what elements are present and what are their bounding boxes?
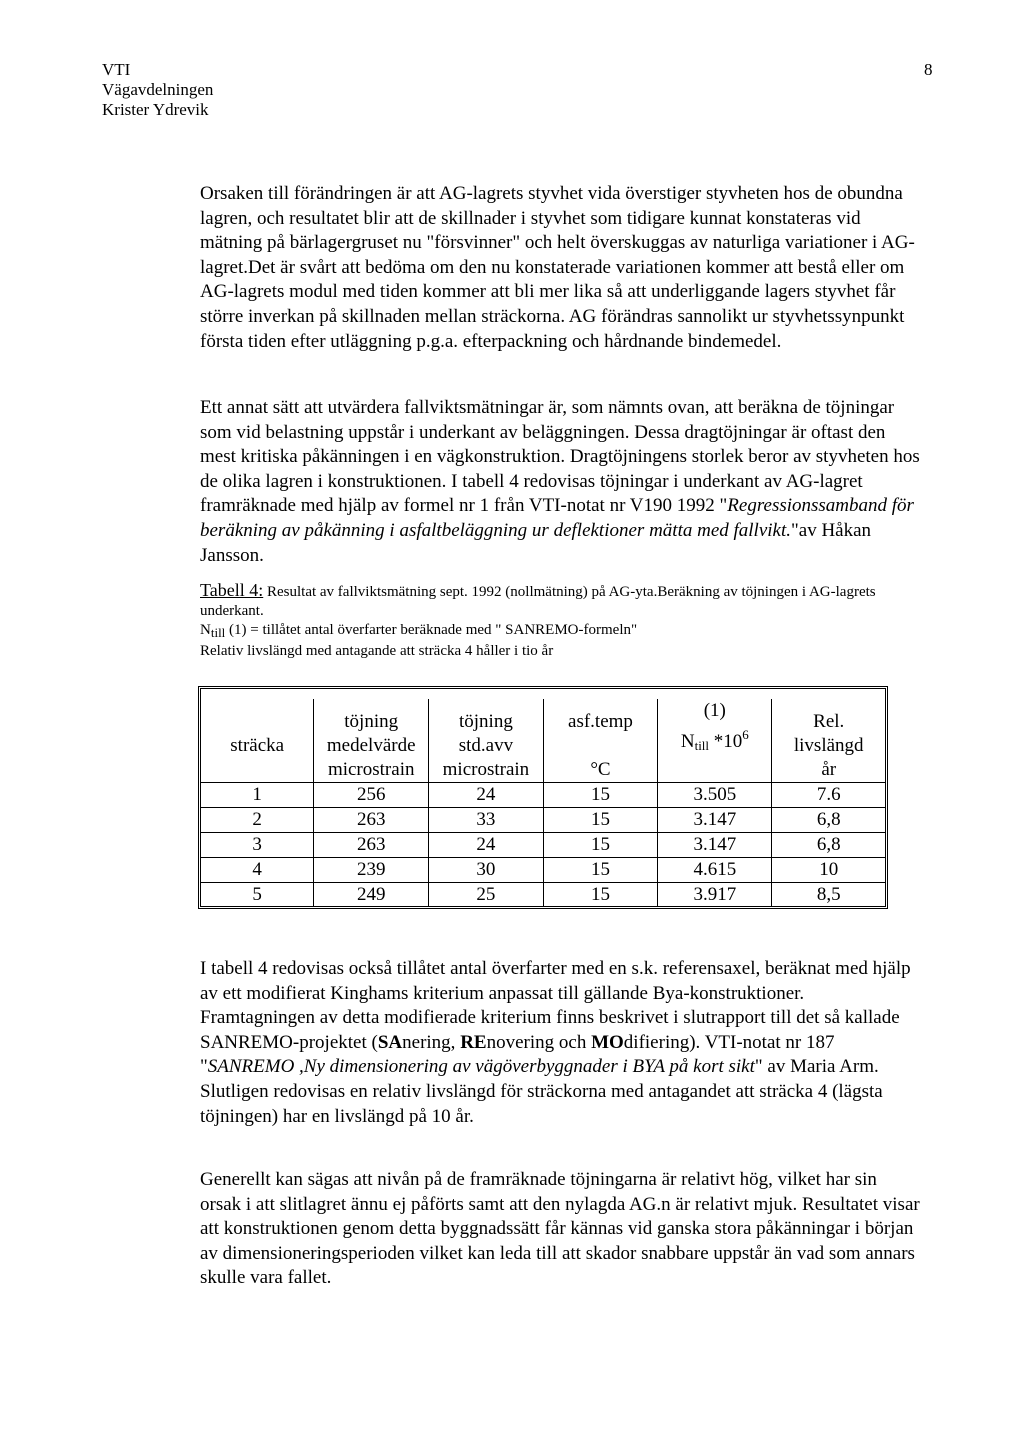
table-cell: 2 bbox=[201, 808, 314, 833]
table-cell: 24 bbox=[429, 783, 544, 808]
table-cell: 30 bbox=[429, 858, 544, 883]
table-header-row bbox=[201, 699, 885, 783]
caption-line-2: (1) = tillåtet antal överfarter beräknade med " SANREMO-formeln" bbox=[225, 622, 638, 638]
table-cell: 3.147 bbox=[658, 833, 772, 858]
paragraph-3-text: novering och bbox=[486, 1031, 592, 1053]
table-cell: 3.505 bbox=[658, 783, 772, 808]
sanremo-title: SANREMO ,Ny dimensionering av vägöverbyggnader i BYA på kort sikt bbox=[207, 1056, 755, 1078]
paragraph-2 bbox=[200, 396, 920, 568]
header-department: Vägavdelningen bbox=[102, 80, 214, 99]
page-number: 8 bbox=[924, 60, 933, 79]
table-cell: 24 bbox=[429, 833, 544, 858]
table-row bbox=[201, 833, 885, 858]
paragraph-4: Generellt kan sägas att nivån på de framräknade töjningarna är relativt hög, vilket har sin orsak i att slitlagret ännu ej påförts samt att den nylagda AG.n är relativt mjuk. Resultatet visar att konstruktionen genom detta byggnadssätt får kännas vid ganska stora påkänningar i början av dimensioneringsperioden vilket kan leda till att skador snabbare uppstår än vad som annars skulle vara fallet. bbox=[200, 1169, 920, 1289]
table-cell: 15 bbox=[543, 808, 657, 833]
paragraph-3-text: nering, bbox=[402, 1031, 461, 1053]
header-n-till: (1) $N_{till}$ $*10^6$ bbox=[658, 699, 772, 783]
paragraph-1: Orsaken till förändringen är att AG-lagrets styvhet vida överstiger styvheten hos de obundna lagren, och resultatet blir att de skillnader i styvhet som tidigare kunnat konstateras vid mätning på bärlagergruset nu "försvinner" och helt överskuggas av naturliga variationer i AG-lagret.Det är svårt att bedöma om den nu konstaterade variationen kommer att bestå eller om AG-lagrets modul med tiden kommer att bli mer lika så att underliggande lagers styvhet får större inverkan på skillnaden mellan sträckorna. AG förändras sannolikt ur styvhetssynpunkt första tiden efter utläggning p.g.a. efterpackning och hårdnande bindemedel. bbox=[200, 183, 915, 352]
table-cell: 8,5 bbox=[772, 883, 885, 908]
caption-n-symbol: N bbox=[200, 622, 211, 638]
caption-line-1: Resultat av fallviktsmätning sept. 1992 (nollmätning) på AG-yta.Beräkning av töjningen i AG-lagrets underkant. bbox=[200, 584, 876, 619]
table-cell: 10 bbox=[772, 858, 885, 883]
table-row bbox=[201, 783, 885, 808]
table-cell: 263 bbox=[314, 833, 429, 858]
table-cell: 25 bbox=[429, 883, 544, 908]
table-cell: 239 bbox=[314, 858, 429, 883]
table-cell: 4.615 bbox=[658, 858, 772, 883]
table-cell: 3.147 bbox=[658, 808, 772, 833]
table-cell: 6,8 bbox=[772, 808, 885, 833]
paragraph-3-text: difiering). VTI-notat nr 187 " bbox=[200, 1031, 835, 1078]
table-cell: 6,8 bbox=[772, 833, 885, 858]
results-table-grid bbox=[201, 699, 885, 907]
paragraph-2-text: Ett annat sätt att utvärdera fallviktsmätningar är, som nämnts ovan, att beräkna de töjningar som vid belastning uppstår i underkant av beläggningen. Dessa dragtöjningar är oftast den mest kritiska påkänningen i en vägkonstruktion. Dragtöjningens storlek beror av styvheten hos de olika lagren i konstruktionen. I tabell 4 redovisas töjningar i underkant av AG-lagret framräknade med hjälp av formel nr 1 från VTI-notat nr V190 1992 " bbox=[200, 397, 920, 517]
table-cell: 15 bbox=[543, 883, 657, 908]
document-header bbox=[102, 60, 213, 120]
table-cell: 249 bbox=[314, 883, 429, 908]
table-cell: 15 bbox=[543, 783, 657, 808]
table-cell: 15 bbox=[543, 833, 657, 858]
sanremo-bold-mo: MO bbox=[591, 1031, 624, 1053]
header-strackan: sträcka bbox=[230, 735, 285, 756]
caption-line-3: Relativ livslängd med antagande att sträcka 4 håller i tio år bbox=[200, 643, 554, 659]
paragraph-3 bbox=[200, 957, 920, 1129]
table-cell: 3.917 bbox=[658, 883, 772, 908]
table-row bbox=[201, 883, 885, 908]
caption-n-subscript: till bbox=[210, 625, 226, 640]
table-cell: 1 bbox=[201, 783, 314, 808]
header-author: Krister Ydrevik bbox=[102, 100, 209, 119]
results-table bbox=[198, 686, 888, 909]
sanremo-bold-sa: SA bbox=[377, 1031, 403, 1053]
header-tojning-medel: töjning medelvärde microstrain bbox=[314, 699, 429, 783]
sanremo-bold-re: RE bbox=[460, 1031, 487, 1053]
table-cell: 4 bbox=[201, 858, 314, 883]
table-cell: 15 bbox=[543, 858, 657, 883]
table-row bbox=[201, 808, 885, 833]
header-asf-temp: asf.temp °C bbox=[543, 699, 657, 783]
table-cell: 256 bbox=[314, 783, 429, 808]
table-cell: 263 bbox=[314, 808, 429, 833]
paragraph-3-end: " av Maria Arm. Slutligen redovisas en relativ livslängd för sträckorna med antagandet att sträcka 4 (lägsta töjningen) har en livslängd på 10 år. bbox=[200, 1056, 883, 1127]
table-cell: 3 bbox=[201, 833, 314, 858]
table-cell: 5 bbox=[201, 883, 314, 908]
table-cell: 7.6 bbox=[772, 783, 885, 808]
header-tojning-std: töjning std.avv microstrain bbox=[429, 699, 544, 783]
paragraph-2-end: "av Håkan Jansson. bbox=[200, 519, 872, 566]
table-cell: 33 bbox=[429, 808, 544, 833]
header-org: VTI bbox=[102, 60, 131, 79]
header-rel-livslangd: Rel. livslängd år bbox=[772, 699, 885, 783]
table-label: Tabell 4: bbox=[200, 580, 264, 600]
table-caption bbox=[200, 581, 920, 661]
table-row bbox=[201, 858, 885, 883]
paragraph-3-text: I tabell 4 redovisas också tillåtet antal överfarter med en s.k. referensaxel, beräknat med hjälp av ett modifierat Kinghams kriterium anpassat till gällande Bya-konstruktioner. Framtagningen av detta modifierade kriterium finns beskrivet i slutrapport till det så kallade SANREMO-projektet ( bbox=[200, 958, 911, 1053]
reference-title: Regressionssamband för beräkning av påkänning i asfaltbeläggning ur deflektioner mätta med fallvikt. bbox=[200, 495, 914, 541]
